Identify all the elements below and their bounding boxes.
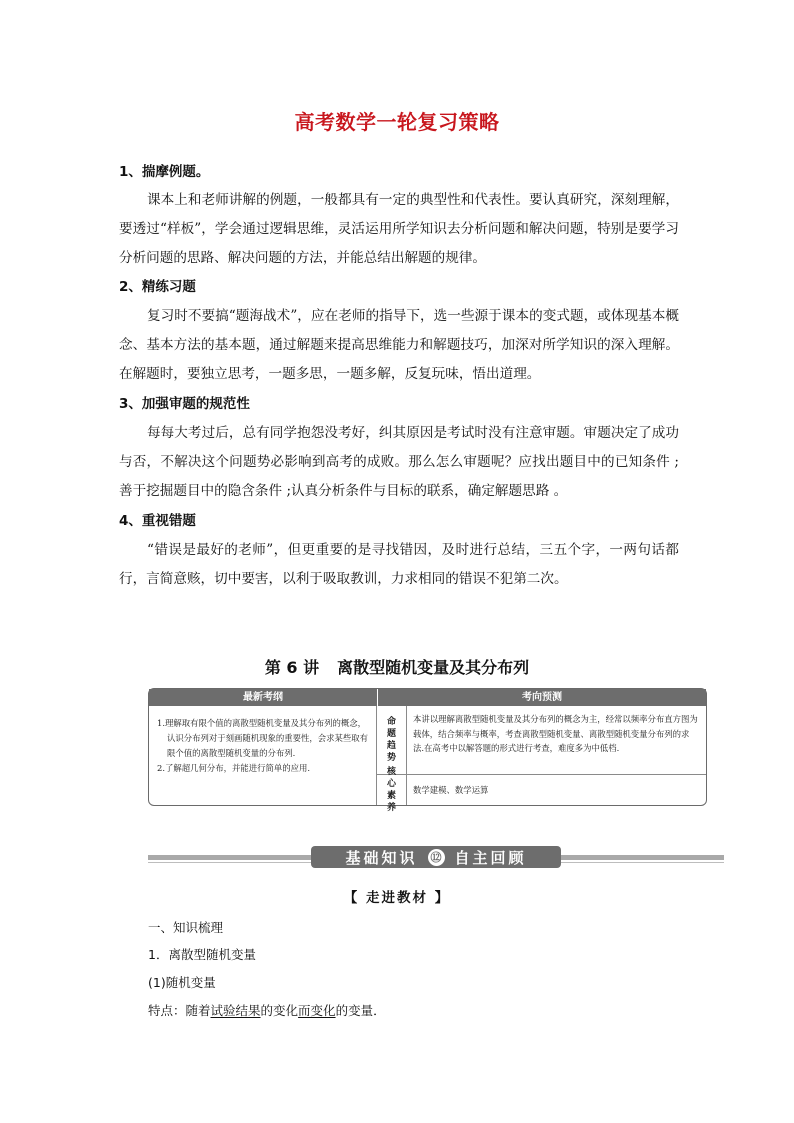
row-label: 核心素养 (377, 775, 407, 805)
banner-right-text: 自主回顾 (454, 848, 527, 867)
feature-prefix: 特点：随着 (148, 1003, 211, 1018)
section-heading-2: 2、精练习题 (119, 279, 196, 295)
syllabus-item: 2.了解超几何分布，并能进行简单的应用. (157, 763, 311, 773)
outline-level3: (1)随机变量 (148, 975, 216, 990)
lecture-name: 离散型随机变量及其分布列 (337, 658, 530, 677)
forecast-row-trend (377, 706, 706, 775)
header-exam-forecast: 考向预测 (522, 692, 562, 703)
table-header (149, 689, 706, 706)
section-banner (148, 846, 724, 870)
table-body (149, 706, 706, 813)
section-heading-3: 3、加强审题的规范性 (119, 396, 250, 412)
section-body-2: 复习时不要搞“题海战术”，应在老师的指导下，选一些源于课本的变式题，或体现基本概念、基本方法的基本题，通过解题来提高思维能力和解题技巧，加深对所学知识的深入理解。在解题时，要独立思考，一题多思，一题多解，反复玩味，悟出道理。 (119, 308, 679, 382)
section-heading-1: 1、揣摩例题。 (119, 164, 210, 180)
syllabus-cell (149, 706, 377, 805)
feature-mid: 的变化 (260, 1003, 299, 1018)
subsection-title: 【 走进教材 】 (343, 890, 451, 906)
outline-level1: 一、知识梳理 (148, 920, 224, 935)
header-latest-syllabus: 最新考纲 (149, 689, 378, 706)
banner-badge-icon: ⑫ (428, 849, 445, 866)
section-body-3: 每每大考过后，总有同学抱怨没考好，纠其原因是考试时没有注意审题。审题决定了成功与否，不解决这个问题势必影响到高考的成败。那么怎么审题呢？应找出题目中的已知条件 ;善于挖掘题目中的隐含条件 ;认真分析条件与目标的联系，确定解题思路 。 (119, 425, 679, 499)
feature-suffix: 的变量． (335, 1003, 386, 1018)
row-text: 本讲以理解离散型随机变量及其分布列的概念为主，经常以频率分布直方图为载体，结合频率与概率，考查离散型随机变量、离散型随机变量分布列的求法.在高考中以解答题的形式进行考查，难度多为中低档. (413, 714, 698, 753)
feature-blank-1: 试验结果 (210, 1003, 261, 1018)
feature-blank-2: 而变化 (298, 1003, 336, 1018)
syllabus-item: 1.理解取有限个值的离散型随机变量及其分布列的概念，认识分布列对于刻画随机现象的重要性，会求某些取有限个值的离散型随机变量的分布列. (157, 718, 368, 758)
outline-level2: 1．离散型随机变量 (148, 947, 256, 962)
banner-left-text: 基础知识 (345, 848, 418, 867)
lecture-title (0, 655, 794, 678)
syllabus-table (148, 688, 707, 813)
row-text: 数学建模、数学运算 (413, 784, 489, 795)
section-body-4: “错误是最好的老师”，但更重要的是寻找错因，及时进行总结，三五个字，一两句话都行，言简意赅，切中要害，以利于吸取教训，力求相同的错误不犯第二次。 (119, 542, 679, 587)
section-body-1: 课本上和老师讲解的例题，一般都具有一定的典型性和代表性。要认真研究，深刻理解，要透过“样板”，学会通过逻辑思维，灵活运用所学知识去分析问题和解决问题，特别是要学习分析问题的思路、解决问题的方法，并能总结出解题的规律。 (119, 192, 679, 266)
document-title: 高考数学一轮复习策略 (294, 110, 500, 134)
feature-line (148, 1001, 386, 1019)
section-heading-4: 4、重视错题 (119, 513, 196, 529)
forecast-row-literacy (377, 767, 706, 813)
banner-label (311, 846, 561, 868)
lecture-number: 第 6 讲 (264, 658, 320, 677)
row-label: 命题趋势 (377, 706, 407, 774)
